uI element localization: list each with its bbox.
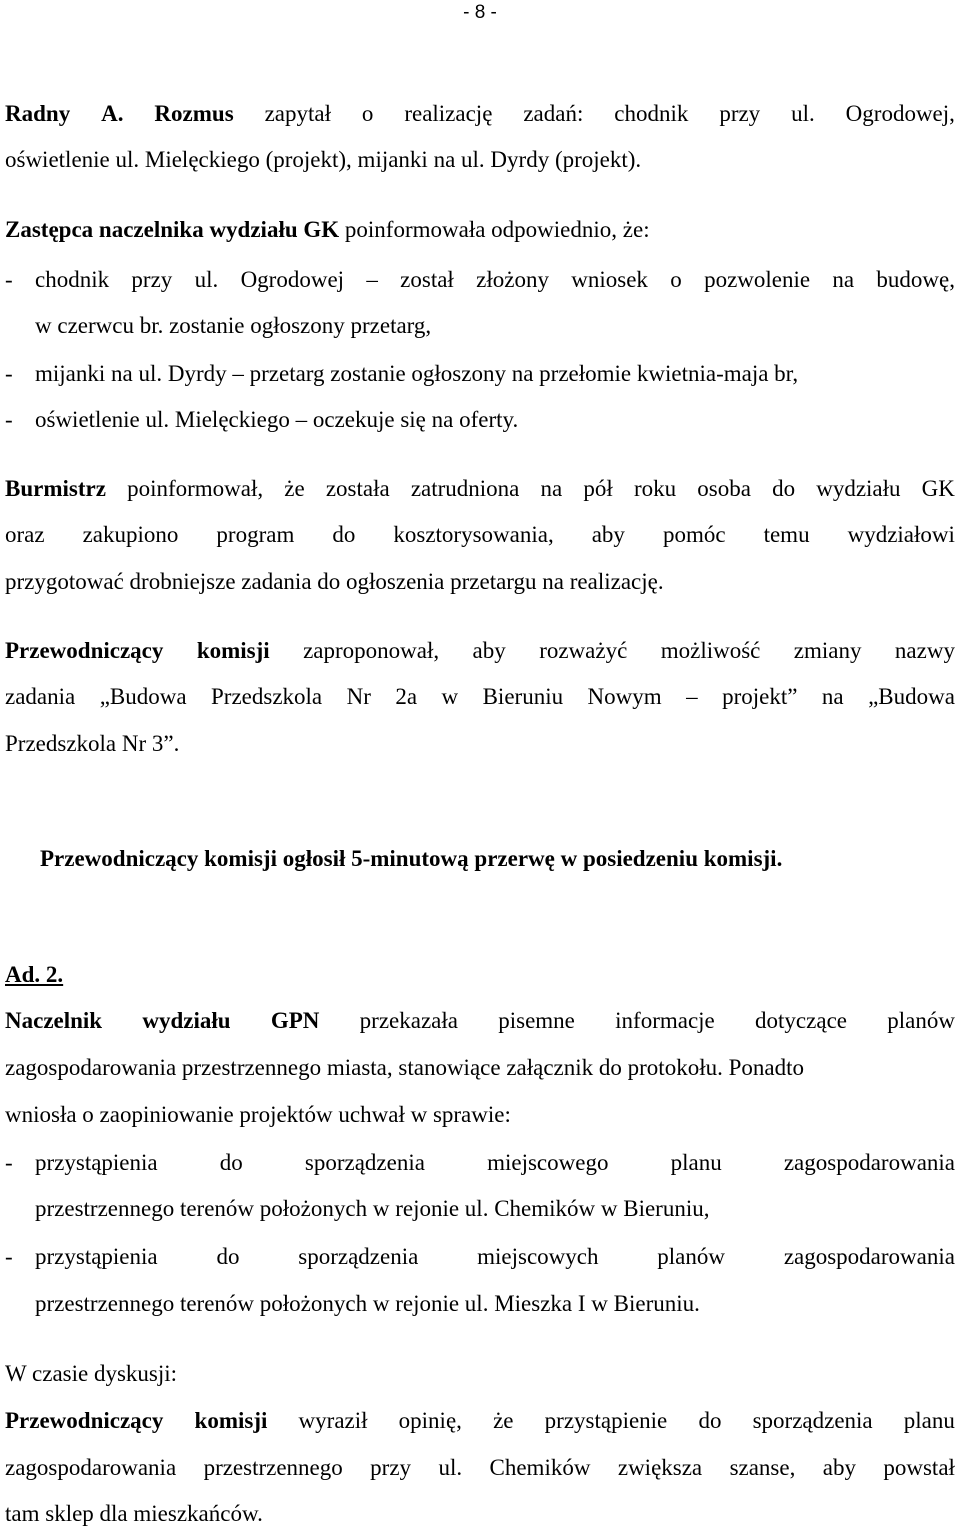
word: planu [670, 1150, 722, 1175]
discussion-line3: tam sklep dla mieszkańców. [5, 1501, 263, 1526]
word: o [670, 267, 682, 292]
word: do [216, 1244, 240, 1269]
word: na [540, 476, 563, 501]
p1-line1 [5, 101, 955, 127]
word: przystąpienia [35, 1244, 158, 1269]
word: przystąpienia [35, 1150, 158, 1175]
word: Ogrodowej, [845, 101, 955, 126]
word: ul. [791, 101, 815, 126]
bullet-dash: - [5, 1150, 13, 1175]
word: pisemne [498, 1008, 575, 1033]
word: opinię, [398, 1408, 462, 1433]
bullet-dash: - [5, 407, 13, 432]
ad2-heading: Ad. 2. [5, 962, 64, 987]
word: Przewodniczący [5, 1408, 164, 1433]
discussion-line2 [5, 1455, 955, 1481]
word: aby [472, 638, 506, 663]
word: przy [370, 1455, 412, 1480]
word: Rozmus [154, 101, 234, 126]
word: Bieruniu [482, 684, 564, 709]
word: ul. [194, 267, 219, 292]
p1-line2: oświetlenie ul. Mielęckiego (projekt), mijanki na ul. Dyrdy (projekt). [5, 147, 642, 172]
word: została [325, 476, 390, 501]
word: zaproponował, [303, 638, 440, 663]
word: na [821, 684, 844, 709]
word: pomóc [662, 522, 726, 547]
word: że [493, 1408, 514, 1433]
word: wydziału [142, 1008, 231, 1033]
word: program [216, 522, 295, 547]
word: do [332, 522, 356, 547]
word: Nowym [587, 684, 662, 709]
word: Radny [5, 101, 71, 126]
word: sporządzenia [304, 1150, 425, 1175]
bullet-dash: - [5, 361, 13, 386]
word: wydziału [816, 476, 901, 501]
discussion-intro: W czasie dyskusji: [5, 1361, 178, 1386]
word: wniosek [571, 267, 648, 292]
p2-item1-cont: w czerwcu br. zostanie ogłoszony przetarg, [35, 313, 432, 338]
word: do [772, 476, 796, 501]
word: nazwy [894, 638, 955, 663]
p2-bold: Zastępca naczelnika wydziału GK [5, 217, 340, 242]
ad2-line1 [5, 1008, 955, 1034]
word: możliwość [660, 638, 761, 663]
word: złożony [476, 267, 549, 292]
word: powstał [883, 1455, 955, 1480]
word: miejscowego [487, 1150, 609, 1175]
word: przekazała [359, 1008, 458, 1033]
p3-line1 [5, 476, 955, 502]
word: dotyczące [755, 1008, 847, 1033]
word: Przedszkola [211, 684, 323, 709]
word: wyraził [298, 1408, 368, 1433]
p2-heading [5, 217, 650, 243]
word: zakupiono [82, 522, 179, 547]
word: planów [887, 1008, 955, 1033]
bullet-dash: - [5, 1244, 13, 1269]
word: Naczelnik [5, 1008, 103, 1033]
word: planów [657, 1244, 725, 1269]
p3-line2 [5, 522, 955, 548]
word: przestrzennego [203, 1455, 343, 1480]
ad2-line2: zagospodarowania przestrzennego miasta, stanowiące załącznik do protokołu. Ponadto [5, 1055, 804, 1080]
word: – [686, 684, 698, 709]
p2-rest: poinformowała odpowiednio, że: [339, 217, 650, 242]
word: komisji [196, 638, 270, 663]
word: GPN [270, 1008, 320, 1033]
word: przystąpienie [544, 1408, 668, 1433]
word: zwiększa [617, 1455, 703, 1480]
word: przy [719, 101, 761, 126]
word: o [361, 101, 374, 126]
word: Burmistrz [5, 476, 106, 501]
ad2-item2 [35, 1244, 955, 1270]
word: kosztorysowania, [393, 522, 554, 547]
word: Chemików [489, 1455, 591, 1480]
ad2-item1-cont: przestrzennego terenów położonych w rejonie ul. Chemików w Bieruniu, [35, 1196, 710, 1221]
word: budowę, [876, 267, 955, 292]
p3-line3: przygotować drobniejsze zadania do ogłoszenia przetargu na realizację. [5, 569, 664, 594]
word: chodnik [614, 101, 689, 126]
word: został [400, 267, 454, 292]
word: planu [903, 1408, 955, 1433]
ad2-item1 [35, 1150, 955, 1176]
word: sporządzenia [752, 1408, 873, 1433]
word: zadań: [523, 101, 584, 126]
p4-line3: Przedszkola Nr 3”. [5, 731, 180, 756]
break-notice: Przewodniczący komisji ogłosił 5-minutową przerwę w posiedzeniu komisji. [40, 846, 783, 871]
word: zadania [5, 684, 76, 709]
bullet-dash: - [5, 267, 13, 292]
word: osoba [697, 476, 751, 501]
word: roku [633, 476, 677, 501]
ad2-item2-cont: przestrzennego terenów położonych w rejonie ul. Mieszka I w Bieruniu. [35, 1291, 700, 1316]
word: Ogrodowej [240, 267, 345, 292]
word: przy [131, 267, 173, 292]
p2-item3: oświetlenie ul. Mielęckiego – oczekuje się na oferty. [35, 407, 519, 432]
ad2-line3: wniosła o zaopiniowanie projektów uchwał w sprawie: [5, 1102, 511, 1127]
word: ul. [438, 1455, 463, 1480]
p2-item1 [35, 267, 955, 293]
word: GK [921, 476, 955, 501]
word: szanse, [729, 1455, 796, 1480]
p2-item2: mijanki na ul. Dyrdy – przetarg zostanie ogłoszony na przełomie kwietnia-maja br, [35, 361, 799, 386]
word: w [441, 684, 459, 709]
word: sporządzenia [298, 1244, 419, 1269]
word: rozważyć [539, 638, 628, 663]
word: Nr [346, 684, 371, 709]
word: komisji [194, 1408, 268, 1433]
word: do [219, 1150, 243, 1175]
word: poinformował, [127, 476, 264, 501]
word: że [284, 476, 305, 501]
word: zagospodarowania [783, 1150, 955, 1175]
word: realizację [404, 101, 493, 126]
word: chodnik [35, 267, 110, 292]
word: A. [101, 101, 124, 126]
word: miejscowych [477, 1244, 599, 1269]
word: Przewodniczący [5, 638, 164, 663]
page-number: - 8 - [463, 2, 497, 23]
p4-line1 [5, 638, 955, 664]
word: – [366, 267, 378, 292]
word: „Budowa [99, 684, 187, 709]
word: pozwolenie [704, 267, 811, 292]
word: temu [763, 522, 810, 547]
word: na [832, 267, 855, 292]
word: zapytał [264, 101, 331, 126]
word: informacje [615, 1008, 715, 1033]
word: aby [591, 522, 625, 547]
word: 2a [395, 684, 418, 709]
word: pół [583, 476, 613, 501]
word: zagospodarowania [5, 1455, 177, 1480]
word: zatrudniona [410, 476, 520, 501]
word: do [698, 1408, 722, 1433]
p4-line2 [5, 684, 955, 710]
word: wydziałowi [847, 522, 955, 547]
word: zagospodarowania [783, 1244, 955, 1269]
word: zmiany [793, 638, 862, 663]
word: oraz [5, 522, 45, 547]
word: projekt” [722, 684, 798, 709]
word: aby [822, 1455, 856, 1480]
discussion-line1 [5, 1408, 955, 1434]
word: „Budowa [868, 684, 955, 709]
